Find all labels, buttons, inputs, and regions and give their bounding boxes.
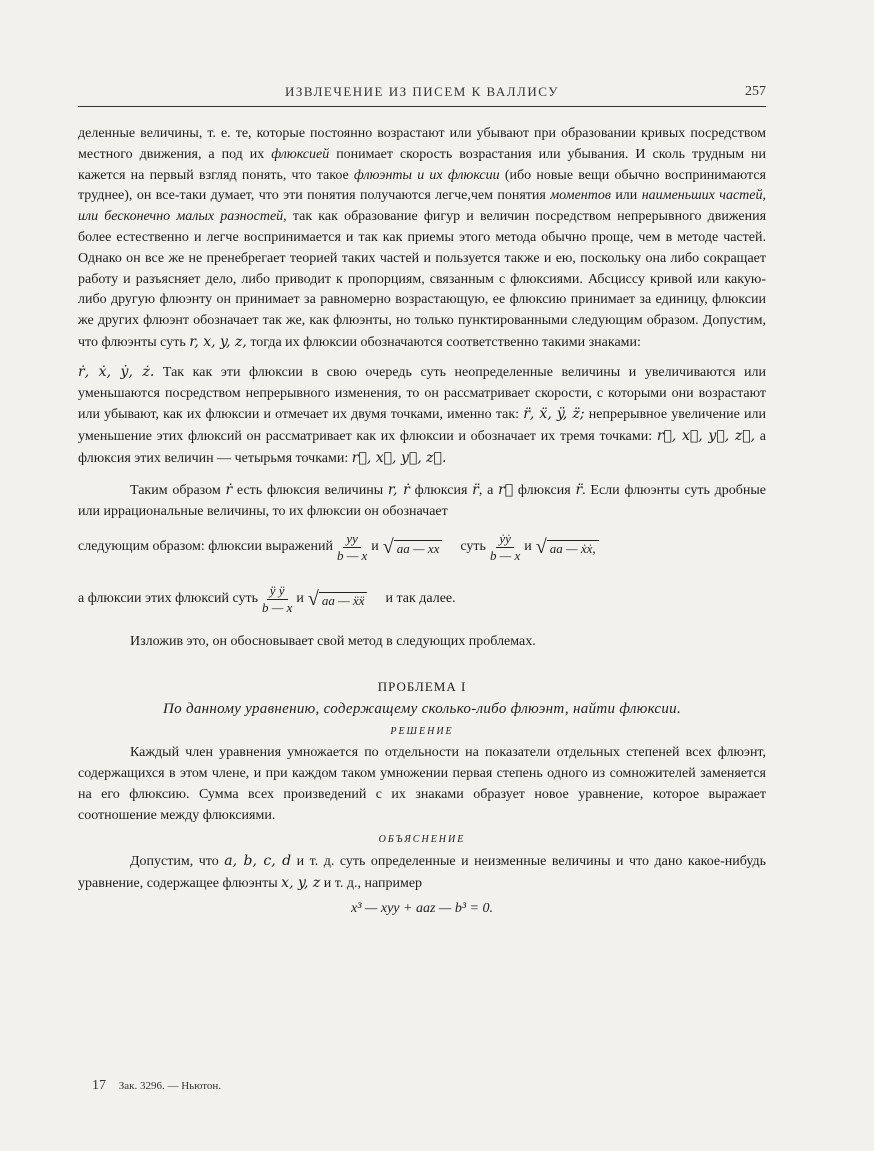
running-title: ИЗВЛЕЧЕНИЕ ИЗ ПИСЕМ К ВАЛЛИСУ [285, 84, 559, 99]
running-header [78, 84, 766, 107]
second-fluxions-line: а флюксии этих флюксий суть $\frac{\text{ÿ ÿ}}{b — x}$ и √ aa — ẍẍ и так далее. [78, 582, 456, 615]
page-body [78, 124, 766, 923]
explanation-label: ОБЪЯСНЕНИЕ [378, 834, 466, 846]
fraction-2: $\frac{\text{ẏẏ}}{b — x}$ [489, 530, 521, 563]
page-number: 257 [745, 84, 766, 99]
radical-2: √ aa — ẋẋ, [536, 536, 599, 559]
paragraph-3: Таким образом ṙ есть флюксия величины r, ṙ флюксия r̈, а r⃛ флюксия r̈. Если флюэнты суть дробные или иррациональные величины, то их флюксии он обозначает [78, 481, 766, 519]
signature-mark: 17 [92, 1078, 106, 1093]
page-footer [92, 1078, 221, 1094]
print-note: Зак. 3296. — Ньютон. [118, 1080, 222, 1092]
explanation-text: Допустим, что a, b, c, d и т. д. суть определенные и неизменные величины и что дано какое-нибудь уравнение, содержащее флюэнты x, y, z и т. д., например [78, 853, 767, 892]
fraction-1: $\frac{yy}{b — x}$ [336, 530, 368, 563]
fraction-3: $\frac{\text{ÿ ÿ}}{b — x}$ [262, 582, 293, 615]
radical-1: √ aa — xx [383, 536, 443, 559]
paragraph-1: деленные величины, т. е. те, которые постоянно возрастают или убывают при образовании кривых посредством местного движения, а под их флюксией понимает скорость возрастания или убывания. И сколь трудным ни кажется на первый взгляд понять, что такое флюэнты и их флюксии (ибо новые вещи обычно воспринимаются труднее), он все-таки думает, что эти понятия получаются легче,чем понятия моментов или наименьших частей, или бесконечно малых разностей, так как образование фигур и величин посредством непрерывного движения более естественно и легче воспринимается и так как приемы этого метода обычно проще, чем в методе частей. Однако он все же не пренебрегает теорией таких частей и пользуется также и ею, поскольку она либо сокращает работу и разъясняет дело, либо приводит к пропорциям, связанным с флюксиями. Абсциссу кривой или какую-либо другую флюэнту он принимает за равномерно возрастающую, ее флюксию принимает за единицу, флюксии же других флюэнт обозначает так же, как флюэнты, но только пунктированными следующим образом. Допустим, что флюэнты суть r, x, y, z, тогда их флюксии обозначаются соответственно такими знаками: [78, 126, 767, 350]
solution-text: Каждый член уравнения умножается по отдельности на показатели отдельных степеней всех флюэнт, содержащихся в этом члене, и при каждом таком умножении первая степень одного из сомножителей заменяется на его флюксию. Сумма всех произведений с их знаками образует новое уравнение, которое выражает соотношение между флюксиями. [78, 745, 766, 823]
paragraph-4: Изложив это, он обосновывает свой метод в следующих проблемах. [130, 634, 536, 650]
solution-label: РЕШЕНИЕ [390, 726, 454, 738]
example-equation: x³ — xyy + aaz — b³ = 0. [351, 900, 493, 916]
fluxion-expressions-line: следующим образом: флюксии выражений $\frac{yy}{b — x}$ и √ aa — xx суть $\frac{\text{ẏẏ}}{b — x}$ и √ aa — ẋẋ, [78, 522, 766, 572]
problem-statement: По данному уравнению, содержащему сколько-либо флюэнт, найти флюксии. [162, 701, 681, 718]
radical-3: √ aa — ẍẍ [308, 588, 368, 611]
problem-heading: ПРОБЛЕМА I [377, 679, 467, 695]
paragraph-2: ṙ, ẋ, ẏ, ż. Так как эти флюксии в свою очередь суть неопределенные величины и увеличиваются или уменьшаются посредством непрерывного изменения, то он рассматривает скорости, с которыми они возрастают или убывают, как их флюксии и отмечает их двумя точками, именно так: r̈, ẍ, ÿ, z̈; непрерывное увеличение или уменьшение этих флюксий он рассматривает как их флюксии и обозначает их тремя точками: r⃛, x⃛, y⃛, z⃛, а флюксия этих величин — четырьмя точками: r⃜, x⃜, y⃜, z⃜. [78, 363, 767, 466]
